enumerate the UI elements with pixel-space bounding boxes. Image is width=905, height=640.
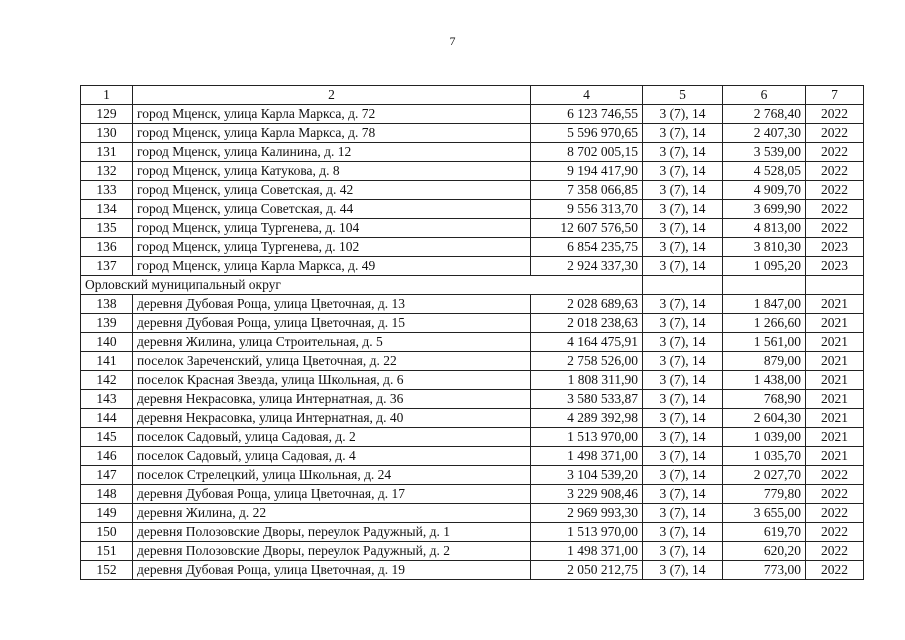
- area-cell: 779,80: [723, 485, 806, 504]
- table-row: [81, 200, 864, 219]
- year-cell: 2021: [806, 447, 864, 466]
- table-row: [81, 542, 864, 561]
- year-cell: 2021: [806, 333, 864, 352]
- year-cell: 2021: [806, 295, 864, 314]
- empty-cell: [723, 276, 806, 295]
- row-number-cell: 148: [81, 485, 133, 504]
- address-cell: деревня Некрасовка, улица Интернатная, д. 40: [133, 409, 531, 428]
- area-cell: 1 035,70: [723, 447, 806, 466]
- criteria-cell: 3 (7), 14: [643, 162, 723, 181]
- criteria-cell: 3 (7), 14: [643, 257, 723, 276]
- table-row: [81, 352, 864, 371]
- year-cell: 2021: [806, 314, 864, 333]
- address-cell: деревня Жилина, улица Строительная, д. 5: [133, 333, 531, 352]
- year-cell: 2022: [806, 542, 864, 561]
- year-cell: 2022: [806, 162, 864, 181]
- criteria-cell: 3 (7), 14: [643, 542, 723, 561]
- area-cell: 2 027,70: [723, 466, 806, 485]
- year-cell: 2022: [806, 504, 864, 523]
- table-row: [81, 390, 864, 409]
- area-cell: 3 655,00: [723, 504, 806, 523]
- header-cell: 2: [133, 86, 531, 105]
- address-cell: деревня Дубовая Роща, улица Цветочная, д. 15: [133, 314, 531, 333]
- area-cell: 1 438,00: [723, 371, 806, 390]
- row-number-cell: 144: [81, 409, 133, 428]
- address-cell: деревня Некрасовка, улица Интернатная, д. 36: [133, 390, 531, 409]
- table-row: [81, 124, 864, 143]
- header-cell: 4: [531, 86, 643, 105]
- address-cell: поселок Садовый, улица Садовая, д. 4: [133, 447, 531, 466]
- year-cell: 2022: [806, 181, 864, 200]
- area-cell: 3 699,90: [723, 200, 806, 219]
- criteria-cell: 3 (7), 14: [643, 523, 723, 542]
- year-cell: 2022: [806, 561, 864, 580]
- area-cell: 879,00: [723, 352, 806, 371]
- cost-cell: 6 123 746,55: [531, 105, 643, 124]
- row-number-cell: 146: [81, 447, 133, 466]
- address-cell: поселок Стрелецкий, улица Школьная, д. 24: [133, 466, 531, 485]
- criteria-cell: 3 (7), 14: [643, 447, 723, 466]
- registry-table: [80, 85, 864, 580]
- year-cell: 2023: [806, 238, 864, 257]
- year-cell: 2021: [806, 428, 864, 447]
- criteria-cell: 3 (7), 14: [643, 504, 723, 523]
- criteria-cell: 3 (7), 14: [643, 105, 723, 124]
- district-label: Орловский муниципальный округ: [81, 276, 643, 295]
- table-row: [81, 371, 864, 390]
- year-cell: 2022: [806, 523, 864, 542]
- area-cell: 4 909,70: [723, 181, 806, 200]
- area-cell: 1 847,00: [723, 295, 806, 314]
- cost-cell: 1 513 970,00: [531, 428, 643, 447]
- empty-cell: [806, 276, 864, 295]
- page-number: 7: [449, 34, 456, 48]
- year-cell: 2021: [806, 390, 864, 409]
- area-cell: 1 266,60: [723, 314, 806, 333]
- table-row: [81, 428, 864, 447]
- address-cell: поселок Садовый, улица Садовая, д. 2: [133, 428, 531, 447]
- area-cell: 773,00: [723, 561, 806, 580]
- cost-cell: 2 028 689,63: [531, 295, 643, 314]
- year-cell: 2021: [806, 352, 864, 371]
- cost-cell: 4 164 475,91: [531, 333, 643, 352]
- address-cell: город Мценск, улица Советская, д. 42: [133, 181, 531, 200]
- address-cell: поселок Зареченский, улица Цветочная, д. 22: [133, 352, 531, 371]
- address-cell: город Мценск, улица Советская, д. 44: [133, 200, 531, 219]
- table-row: [81, 295, 864, 314]
- cost-cell: 2 050 212,75: [531, 561, 643, 580]
- address-cell: деревня Полозовские Дворы, переулок Радужный, д. 2: [133, 542, 531, 561]
- area-cell: 3 539,00: [723, 143, 806, 162]
- cost-cell: 1 498 371,00: [531, 542, 643, 561]
- table-row: [81, 466, 864, 485]
- cost-cell: 2 924 337,30: [531, 257, 643, 276]
- address-cell: поселок Красная Звезда, улица Школьная, д. 6: [133, 371, 531, 390]
- row-number-cell: 143: [81, 390, 133, 409]
- row-number-cell: 129: [81, 105, 133, 124]
- cost-cell: 6 854 235,75: [531, 238, 643, 257]
- year-cell: 2022: [806, 219, 864, 238]
- year-cell: 2022: [806, 124, 864, 143]
- area-cell: 620,20: [723, 542, 806, 561]
- address-cell: деревня Дубовая Роща, улица Цветочная, д. 13: [133, 295, 531, 314]
- row-number-cell: 140: [81, 333, 133, 352]
- address-cell: деревня Полозовские Дворы, переулок Радужный, д. 1: [133, 523, 531, 542]
- address-cell: деревня Дубовая Роща, улица Цветочная, д. 19: [133, 561, 531, 580]
- address-cell: город Мценск, улица Тургенева, д. 102: [133, 238, 531, 257]
- table-row: [81, 257, 864, 276]
- row-number-cell: 149: [81, 504, 133, 523]
- empty-cell: [643, 276, 723, 295]
- address-cell: город Мценск, улица Катукова, д. 8: [133, 162, 531, 181]
- table-row: [81, 181, 864, 200]
- criteria-cell: 3 (7), 14: [643, 295, 723, 314]
- table-row: [81, 447, 864, 466]
- cost-cell: 3 104 539,20: [531, 466, 643, 485]
- table-row: [81, 314, 864, 333]
- table-row: [81, 333, 864, 352]
- row-number-cell: 139: [81, 314, 133, 333]
- criteria-cell: 3 (7), 14: [643, 314, 723, 333]
- table-row: [81, 485, 864, 504]
- area-cell: 619,70: [723, 523, 806, 542]
- cost-cell: 1 513 970,00: [531, 523, 643, 542]
- address-cell: деревня Дубовая Роща, улица Цветочная, д. 17: [133, 485, 531, 504]
- cost-cell: 9 194 417,90: [531, 162, 643, 181]
- registry-table-body: [81, 86, 864, 580]
- address-cell: город Мценск, улица Карла Маркса, д. 49: [133, 257, 531, 276]
- row-number-cell: 130: [81, 124, 133, 143]
- cost-cell: 9 556 313,70: [531, 200, 643, 219]
- year-cell: 2021: [806, 409, 864, 428]
- cost-cell: 1 498 371,00: [531, 447, 643, 466]
- cost-cell: 12 607 576,50: [531, 219, 643, 238]
- year-cell: 2022: [806, 485, 864, 504]
- cost-cell: 4 289 392,98: [531, 409, 643, 428]
- header-cell: 6: [723, 86, 806, 105]
- year-cell: 2022: [806, 466, 864, 485]
- area-cell: 2 768,40: [723, 105, 806, 124]
- cost-cell: 1 808 311,90: [531, 371, 643, 390]
- criteria-cell: 3 (7), 14: [643, 181, 723, 200]
- row-number-cell: 136: [81, 238, 133, 257]
- address-cell: город Мценск, улица Карла Маркса, д. 78: [133, 124, 531, 143]
- row-number-cell: 150: [81, 523, 133, 542]
- table-header-row: [81, 86, 864, 105]
- cost-cell: 3 229 908,46: [531, 485, 643, 504]
- row-number-cell: 134: [81, 200, 133, 219]
- table-row: [81, 504, 864, 523]
- row-number-cell: 133: [81, 181, 133, 200]
- criteria-cell: 3 (7), 14: [643, 200, 723, 219]
- criteria-cell: 3 (7), 14: [643, 371, 723, 390]
- header-cell: 5: [643, 86, 723, 105]
- criteria-cell: 3 (7), 14: [643, 124, 723, 143]
- address-cell: город Мценск, улица Калинина, д. 12: [133, 143, 531, 162]
- cost-cell: 2 758 526,00: [531, 352, 643, 371]
- table-row: [81, 561, 864, 580]
- criteria-cell: 3 (7), 14: [643, 143, 723, 162]
- year-cell: 2022: [806, 200, 864, 219]
- area-cell: 2 604,30: [723, 409, 806, 428]
- row-number-cell: 151: [81, 542, 133, 561]
- year-cell: 2022: [806, 143, 864, 162]
- criteria-cell: 3 (7), 14: [643, 561, 723, 580]
- cost-cell: 2 969 993,30: [531, 504, 643, 523]
- area-cell: 1 561,00: [723, 333, 806, 352]
- cost-cell: 7 358 066,85: [531, 181, 643, 200]
- area-cell: 3 810,30: [723, 238, 806, 257]
- address-cell: город Мценск, улица Карла Маркса, д. 72: [133, 105, 531, 124]
- row-number-cell: 145: [81, 428, 133, 447]
- criteria-cell: 3 (7), 14: [643, 219, 723, 238]
- address-cell: город Мценск, улица Тургенева, д. 104: [133, 219, 531, 238]
- criteria-cell: 3 (7), 14: [643, 428, 723, 447]
- row-number-cell: 138: [81, 295, 133, 314]
- criteria-cell: 3 (7), 14: [643, 390, 723, 409]
- table-row: [81, 105, 864, 124]
- table-row: [81, 219, 864, 238]
- header-cell: 7: [806, 86, 864, 105]
- row-number-cell: 141: [81, 352, 133, 371]
- row-number-cell: 135: [81, 219, 133, 238]
- row-number-cell: 152: [81, 561, 133, 580]
- criteria-cell: 3 (7), 14: [643, 352, 723, 371]
- table-row: [81, 523, 864, 542]
- row-number-cell: 137: [81, 257, 133, 276]
- area-cell: 2 407,30: [723, 124, 806, 143]
- address-cell: деревня Жилина, д. 22: [133, 504, 531, 523]
- criteria-cell: 3 (7), 14: [643, 409, 723, 428]
- cost-cell: 2 018 238,63: [531, 314, 643, 333]
- row-number-cell: 132: [81, 162, 133, 181]
- row-number-cell: 131: [81, 143, 133, 162]
- header-cell: 1: [81, 86, 133, 105]
- area-cell: 4 813,00: [723, 219, 806, 238]
- criteria-cell: 3 (7), 14: [643, 466, 723, 485]
- district-row: [81, 276, 864, 295]
- area-cell: 1 095,20: [723, 257, 806, 276]
- cost-cell: 5 596 970,65: [531, 124, 643, 143]
- criteria-cell: 3 (7), 14: [643, 238, 723, 257]
- area-cell: 768,90: [723, 390, 806, 409]
- table-row: [81, 143, 864, 162]
- criteria-cell: 3 (7), 14: [643, 333, 723, 352]
- year-cell: 2023: [806, 257, 864, 276]
- row-number-cell: 147: [81, 466, 133, 485]
- year-cell: 2022: [806, 105, 864, 124]
- table-row: [81, 238, 864, 257]
- year-cell: 2021: [806, 371, 864, 390]
- cost-cell: 8 702 005,15: [531, 143, 643, 162]
- area-cell: 4 528,05: [723, 162, 806, 181]
- cost-cell: 3 580 533,87: [531, 390, 643, 409]
- criteria-cell: 3 (7), 14: [643, 485, 723, 504]
- area-cell: 1 039,00: [723, 428, 806, 447]
- table-row: [81, 162, 864, 181]
- row-number-cell: 142: [81, 371, 133, 390]
- table-row: [81, 409, 864, 428]
